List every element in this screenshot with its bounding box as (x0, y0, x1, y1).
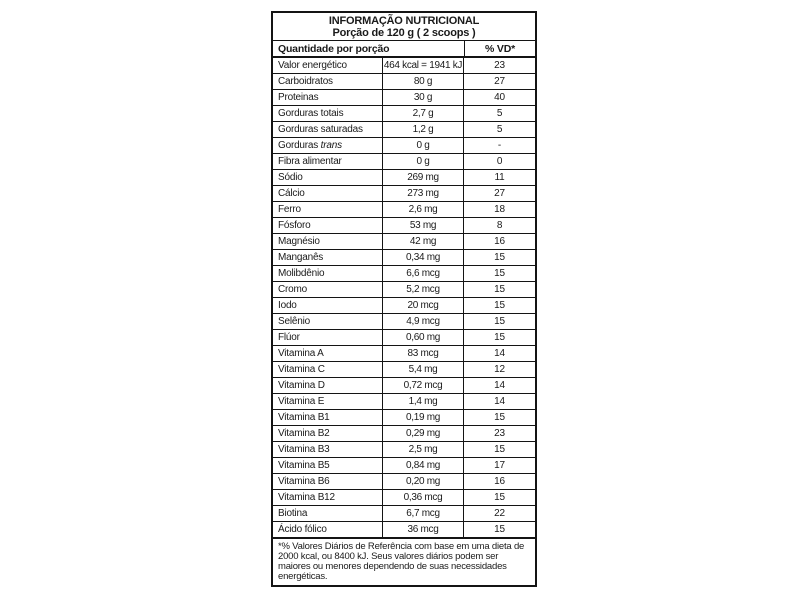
table-row (273, 282, 535, 298)
nutrient-dv: 16 (494, 236, 505, 247)
table-row (273, 346, 535, 362)
table-row (273, 474, 535, 490)
nutrient-name: Fósforo (273, 218, 383, 233)
nutrient-amount: 0 g (383, 138, 464, 153)
nutrition-facts-table (271, 11, 537, 587)
nutrient-dv: 15 (494, 300, 505, 311)
nutrient-amount: 0 g (383, 154, 464, 169)
nutrient-name-italic: trans (318, 140, 342, 151)
nutrient-amount: 20 mcg (383, 298, 464, 313)
nutrient-name: Vitamina B12 (273, 490, 383, 505)
table-row (273, 378, 535, 394)
nutrient-amount: 2,5 mg (383, 442, 464, 457)
nutrient-name: Flúor (273, 330, 383, 345)
nutrient-dv: 15 (494, 524, 505, 535)
daily-values-footnote: *% Valores Diários de Referência com base em uma dieta de 2000 kcal, ou 8400 kJ. Seus valores diários podem ser maiores ou menores dependendo de suas necessidades energéticas. (273, 537, 535, 585)
table-row (273, 314, 535, 330)
nutrient-name: Ferro (273, 202, 383, 217)
nutrient-amount: 2,6 mg (383, 202, 464, 217)
nutrient-name: Vitamina B3 (273, 442, 383, 457)
nutrient-dv: 15 (494, 444, 505, 455)
column-header-row (273, 41, 535, 58)
nutrient-amount: 0,36 mcg (383, 490, 464, 505)
nutrient-amount: 83 mcg (383, 346, 464, 361)
table-row (273, 218, 535, 234)
table-row (273, 490, 535, 506)
nutrient-amount: 1,4 mg (383, 394, 464, 409)
nutrient-dv: 15 (494, 492, 505, 503)
nutrient-dv: 22 (494, 508, 505, 519)
nutrient-dv: 15 (494, 412, 505, 423)
nutrient-dv: 15 (494, 284, 505, 295)
nutrient-amount: 5,4 mg (383, 362, 464, 377)
table-row (273, 458, 535, 474)
nutrient-dv: 14 (494, 348, 505, 359)
nutrient-name: Gorduras trans (273, 138, 383, 153)
nutrient-amount: 0,72 mcg (383, 378, 464, 393)
table-row (273, 234, 535, 250)
table-row (273, 330, 535, 346)
nutrient-name: Vitamina B1 (273, 410, 383, 425)
table-row (273, 138, 535, 154)
nutrient-dv: 15 (494, 268, 505, 279)
nutrient-name: Ácido fólico (273, 522, 383, 537)
nutrient-amount: 6,6 mcg (383, 266, 464, 281)
nutrient-name: Valor energético (273, 58, 383, 73)
nutrient-dv: 5 (496, 124, 503, 135)
nutrient-dv: 27 (494, 76, 505, 87)
column-header-quantity: Quantidade por porção (273, 41, 465, 56)
nutrient-dv: 14 (494, 396, 505, 407)
nutrient-amount: 6,7 mcg (383, 506, 464, 521)
nutrient-amount: 1,2 g (383, 122, 464, 137)
nutrient-dv: 16 (494, 476, 505, 487)
nutrient-name: Iodo (273, 298, 383, 313)
nutrient-amount: 2,7 g (383, 106, 464, 121)
nutrient-dv: 11 (494, 172, 505, 183)
nutrient-dv: 0 (496, 156, 503, 167)
nutrient-amount: 30 g (383, 90, 464, 105)
table-row (273, 202, 535, 218)
nutrient-name: Magnésio (273, 234, 383, 249)
nutrient-dv: 15 (494, 252, 505, 263)
table-row (273, 58, 535, 74)
nutrient-name: Sódio (273, 170, 383, 185)
nutrient-name: Vitamina B6 (273, 474, 383, 489)
table-row (273, 442, 535, 458)
nutrient-amount: 53 mg (383, 218, 464, 233)
table-row (273, 250, 535, 266)
nutrient-amount: 0,84 mg (383, 458, 464, 473)
nutrient-name: Fibra alimentar (273, 154, 383, 169)
table-row (273, 170, 535, 186)
nutrient-amount: 273 mg (383, 186, 464, 201)
nutrient-amount: 80 g (383, 74, 464, 89)
nutrient-dv: 18 (494, 204, 505, 215)
nutrient-dv: 23 (494, 60, 505, 71)
nutrient-amount: 269 mg (383, 170, 464, 185)
table-row (273, 186, 535, 202)
nutrient-dv: 27 (494, 188, 505, 199)
nutrient-dv: 17 (494, 460, 505, 471)
nutrient-amount: 0,29 mg (383, 426, 464, 441)
nutrient-name: Vitamina C (273, 362, 383, 377)
nutrient-name: Vitamina B2 (273, 426, 383, 441)
nutrient-dv: 40 (494, 92, 505, 103)
nutrient-dv: 23 (494, 428, 505, 439)
nutrient-name: Proteinas (273, 90, 383, 105)
nutrient-amount: 4,9 mcg (383, 314, 464, 329)
nutrient-amount: 0,20 mg (383, 474, 464, 489)
table-row (273, 122, 535, 138)
table-title: INFORMAÇÃO NUTRICIONAL (328, 15, 480, 27)
serving-size: Porção de 120 g ( 2 scoops ) (332, 27, 476, 39)
table-row (273, 362, 535, 378)
nutrient-dv: 8 (496, 220, 503, 231)
nutrient-dv: 14 (494, 380, 505, 391)
nutrient-dv: - (497, 140, 502, 151)
table-row (273, 154, 535, 170)
table-row (273, 506, 535, 522)
nutrient-name: Vitamina A (273, 346, 383, 361)
nutrient-amount: 0,19 mg (383, 410, 464, 425)
nutrient-amount: 464 kcal = 1941 kJ (383, 60, 463, 71)
nutrient-name: Vitamina B5 (273, 458, 383, 473)
table-row (273, 426, 535, 442)
table-row (273, 298, 535, 314)
nutrient-dv: 15 (494, 316, 505, 327)
nutrient-name: Carboidratos (273, 74, 383, 89)
nutrient-name: Gorduras totais (273, 106, 383, 121)
nutrient-amount: 42 mg (383, 234, 464, 249)
nutrient-name: Selênio (273, 314, 383, 329)
nutrient-amount: 5,2 mcg (383, 282, 464, 297)
column-header-dv: % VD* (485, 42, 515, 55)
nutrition-rows (273, 58, 535, 537)
table-title-block (273, 13, 535, 41)
nutrient-amount: 0,34 mg (383, 250, 464, 265)
nutrient-name: Molibdênio (273, 266, 383, 281)
nutrient-dv: 12 (494, 364, 505, 375)
nutrient-amount: 36 mcg (383, 522, 464, 537)
nutrient-name: Vitamina E (273, 394, 383, 409)
nutrient-name: Vitamina D (273, 378, 383, 393)
nutrient-name: Manganês (273, 250, 383, 265)
nutrient-amount: 0,60 mg (383, 330, 464, 345)
nutrient-dv: 15 (494, 332, 505, 343)
table-row (273, 266, 535, 282)
nutrient-name: Cromo (273, 282, 383, 297)
nutrient-name: Cálcio (273, 186, 383, 201)
nutrient-name: Biotina (273, 506, 383, 521)
table-row (273, 106, 535, 122)
table-row (273, 90, 535, 106)
table-row (273, 74, 535, 90)
table-row (273, 394, 535, 410)
nutrient-dv: 5 (496, 108, 503, 119)
nutrient-name: Gorduras saturadas (273, 122, 383, 137)
table-row (273, 522, 535, 537)
table-row (273, 410, 535, 426)
